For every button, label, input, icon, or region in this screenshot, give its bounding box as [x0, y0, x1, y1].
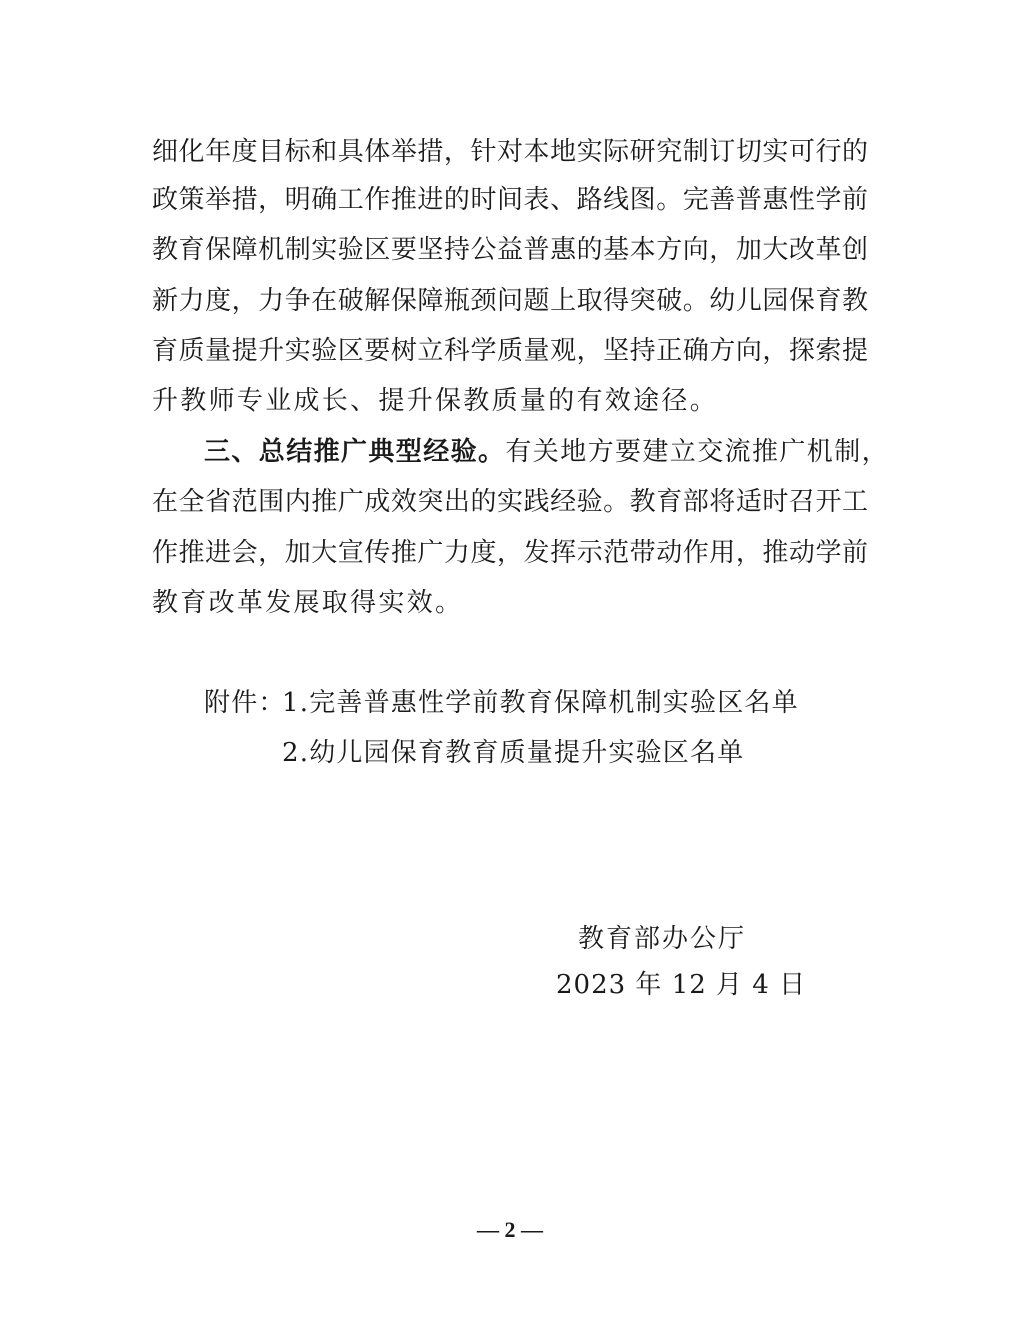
section3-line-3: 作推进会，加大宣传推广力度，发挥示范带动作用，推动学前 — [152, 538, 868, 568]
attachment-item-2: 2.幼儿园保育教育质量提升实验区名单 — [282, 738, 745, 768]
section3-line-2: 在全省范围内推广成效突出的实践经验。教育部将适时召开工 — [152, 487, 868, 517]
body-line-3: 教育保障机制实验区要坚持公益普惠的基本方向，加大改革创 — [152, 235, 868, 265]
body-line-1: 细化年度目标和具体举措，针对本地实际研究制订切实可行的 — [152, 137, 868, 167]
section3-line-4: 教育改革发展取得实效。 — [152, 588, 464, 618]
body-line-4: 新力度，力争在破解保障瓶颈问题上取得突破。幼儿园保育教 — [152, 286, 868, 316]
section3-first-line — [204, 437, 889, 467]
attachment-label: 附件： — [204, 688, 286, 718]
body-line-5: 育质量提升实验区要树立科学质量观，坚持正确方向，探索提 — [152, 336, 868, 366]
body-line-6: 升教师专业成长、提升保教质量的有效途径。 — [152, 386, 719, 416]
body-line-2: 政策举措，明确工作推进的时间表、路线图。完善普惠性学前 — [152, 185, 868, 215]
page-number: — 2 — — [477, 1217, 543, 1242]
section3-heading: 三、总结推广典型经验。 — [204, 437, 506, 467]
signature-date: 2023 年 12 月 4 日 — [556, 970, 807, 1000]
signature-organization: 教育部办公厅 — [578, 924, 747, 954]
section3-first-line-text: 有关地方要建立交流推广机制， — [505, 437, 890, 467]
attachment-item-1: 1.完善普惠性学前教育保障机制实验区名单 — [282, 688, 799, 718]
